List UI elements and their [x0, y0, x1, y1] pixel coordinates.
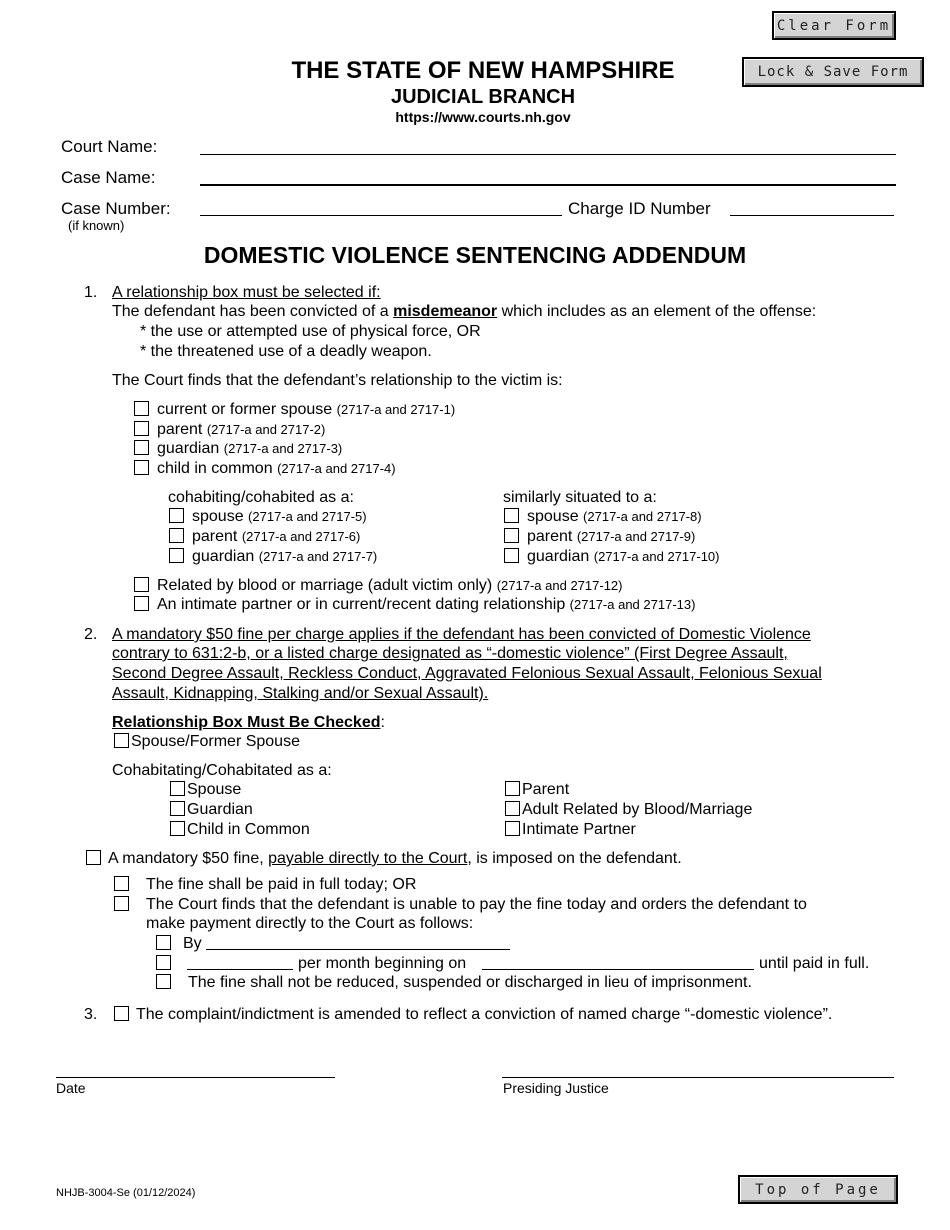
court-url: https://www.courts.nh.gov	[395, 109, 571, 125]
form-id: NHJB-3004-Se (01/12/2024)	[56, 1187, 196, 1199]
checkbox-sim-parent[interactable]	[504, 528, 519, 543]
misdemeanor-sentence: The defendant has been convicted of a misdemeanor which includes as an element of the offense:	[112, 303, 817, 320]
option-cohab-parent: parent (2717-a and 2717-6)	[192, 528, 361, 545]
checkbox-mandatory-fine[interactable]	[86, 850, 101, 865]
charge-id-field[interactable]	[730, 215, 894, 216]
date-label: Date	[56, 1080, 86, 1096]
option-spouse-former-spouse: Spouse/Former Spouse	[131, 733, 300, 750]
checkbox-related-blood[interactable]	[134, 577, 149, 592]
option-s2-intimate-partner: Intimate Partner	[522, 821, 636, 838]
section-1-number: 1.	[84, 284, 98, 301]
cohabitating-heading: Cohabitating/Cohabitated as a:	[112, 762, 332, 779]
bullet-physical-force: * the use or attempted use of physical force, OR	[140, 323, 481, 340]
not-reduced-text: The fine shall not be reduced, suspended or discharged in lieu of imprisonment.	[188, 974, 752, 991]
section-2-line-3: Second Degree Assault, Reckless Conduct, Aggravated Felonious Sexual Assault, Felonious Sexual	[112, 665, 822, 682]
checkbox-monthly-payment[interactable]	[156, 955, 171, 970]
checkbox-guardian[interactable]	[134, 440, 149, 455]
checkbox-s2-adult-related[interactable]	[505, 801, 520, 816]
beginning-date-field[interactable]	[482, 969, 754, 970]
checkbox-paid-in-full[interactable]	[114, 876, 129, 891]
checkbox-child-in-common[interactable]	[134, 460, 149, 475]
checkbox-spouse[interactable]	[134, 401, 149, 416]
charge-id-label: Charge ID Number	[568, 199, 711, 218]
option-cohab-spouse: spouse (2717-a and 2717-5)	[192, 508, 367, 525]
option-child-in-common: child in common (2717-a and 2717-4)	[157, 460, 396, 477]
until-paid-label: until paid in full.	[759, 955, 870, 972]
top-of-page-button[interactable]: Top of Page	[738, 1175, 898, 1204]
relationship-box-heading: Relationship Box Must Be Checked:	[112, 714, 385, 731]
pay-by-label: By	[183, 935, 202, 952]
date-signature-line[interactable]	[56, 1077, 335, 1078]
option-parent: parent (2717-a and 2717-2)	[157, 421, 326, 438]
lock-save-form-button[interactable]: Lock & Save Form	[742, 57, 924, 87]
checkbox-s2-spouse[interactable]	[170, 781, 185, 796]
section-2-line-4: Assault, Kidnapping, Stalking and/or Sexual Assault).	[112, 685, 489, 702]
case-number-field[interactable]	[200, 215, 562, 216]
checkbox-complaint-amended[interactable]	[114, 1006, 129, 1021]
checkbox-cohab-guardian[interactable]	[169, 548, 184, 563]
mandatory-fine-text: A mandatory $50 fine, payable directly to the Court, is imposed on the defendant.	[108, 850, 682, 867]
unable-to-pay-line-2: make payment directly to the Court as follows:	[146, 915, 474, 932]
state-title: THE STATE OF NEW HAMPSHIRE	[291, 57, 675, 84]
option-sim-guardian: guardian (2717-a and 2717-10)	[527, 548, 720, 565]
checkbox-sim-spouse[interactable]	[504, 508, 519, 523]
court-finds-text: The Court finds that the defendant’s relationship to the victim is:	[112, 372, 563, 389]
option-s2-adult-related: Adult Related by Blood/Marriage	[522, 801, 753, 818]
similarly-situated-heading: similarly situated to a:	[503, 489, 657, 506]
option-sim-parent: parent (2717-a and 2717-9)	[527, 528, 696, 545]
branch-title: JUDICIAL BRANCH	[390, 86, 576, 108]
section-2-number: 2.	[84, 626, 98, 643]
option-cohab-guardian: guardian (2717-a and 2717-7)	[192, 548, 378, 565]
checkbox-intimate-partner[interactable]	[134, 596, 149, 611]
complaint-amended-text: The complaint/indictment is amended to reflect a conviction of named charge “-domestic violence”.	[136, 1006, 833, 1023]
checkbox-parent[interactable]	[134, 421, 149, 436]
monthly-amount-field[interactable]	[187, 969, 293, 970]
option-related-blood: Related by blood or marriage (adult victim only) (2717-a and 2717-12)	[157, 577, 623, 594]
checkbox-not-reduced[interactable]	[156, 974, 171, 989]
option-sim-spouse: spouse (2717-a and 2717-8)	[527, 508, 702, 525]
section-1-heading: A relationship box must be selected if:	[112, 284, 381, 301]
presiding-justice-label: Presiding Justice	[503, 1080, 609, 1096]
case-name-label: Case Name:	[61, 168, 156, 187]
checkbox-pay-by[interactable]	[156, 935, 171, 950]
checkbox-cohab-spouse[interactable]	[169, 508, 184, 523]
checkbox-s2-parent[interactable]	[505, 781, 520, 796]
checkbox-s2-intimate-partner[interactable]	[505, 821, 520, 836]
section-3-number: 3.	[84, 1006, 98, 1023]
option-s2-child-in-common: Child in Common	[187, 821, 310, 838]
option-guardian: guardian (2717-a and 2717-3)	[157, 440, 343, 457]
court-name-field[interactable]	[200, 154, 896, 155]
if-known-note: (if known)	[68, 218, 125, 233]
option-s2-parent: Parent	[522, 781, 570, 798]
checkbox-s2-child-in-common[interactable]	[170, 821, 185, 836]
bullet-deadly-weapon: * the threatened use of a deadly weapon.	[140, 343, 432, 360]
clear-form-button[interactable]: Clear Form	[772, 11, 896, 40]
case-number-label: Case Number:	[61, 199, 171, 218]
case-name-field[interactable]	[200, 184, 896, 186]
per-month-label: per month beginning on	[298, 955, 467, 972]
cohabiting-heading: cohabiting/cohabited as a:	[168, 489, 354, 506]
checkbox-s2-guardian[interactable]	[170, 801, 185, 816]
paid-in-full-text: The fine shall be paid in full today; OR	[146, 876, 417, 893]
option-s2-spouse: Spouse	[187, 781, 242, 798]
pay-by-field[interactable]	[206, 949, 510, 950]
justice-signature-line[interactable]	[502, 1077, 894, 1078]
unable-to-pay-line-1: The Court finds that the defendant is unable to pay the fine today and orders the defendant to	[146, 896, 807, 913]
option-s2-guardian: Guardian	[187, 801, 253, 818]
section-2-line-1: A mandatory $50 fine per charge applies if the defendant has been convicted of Domestic Violence	[112, 626, 811, 643]
option-intimate-partner: An intimate partner or in current/recent dating relationship (2717-a and 2717-13)	[157, 596, 696, 613]
checkbox-unable-to-pay[interactable]	[114, 896, 129, 911]
checkbox-sim-guardian[interactable]	[504, 548, 519, 563]
option-spouse: current or former spouse (2717-a and 2717-1)	[157, 401, 456, 418]
section-2-line-2: contrary to 631:2-b, or a listed charge designated as “-domestic violence” (First Degree Assault,	[112, 645, 788, 662]
checkbox-cohab-parent[interactable]	[169, 528, 184, 543]
court-name-label: Court Name:	[61, 137, 158, 156]
form-title: DOMESTIC VIOLENCE SENTENCING ADDENDUM	[203, 242, 747, 268]
checkbox-spouse-former-spouse[interactable]	[114, 733, 129, 748]
